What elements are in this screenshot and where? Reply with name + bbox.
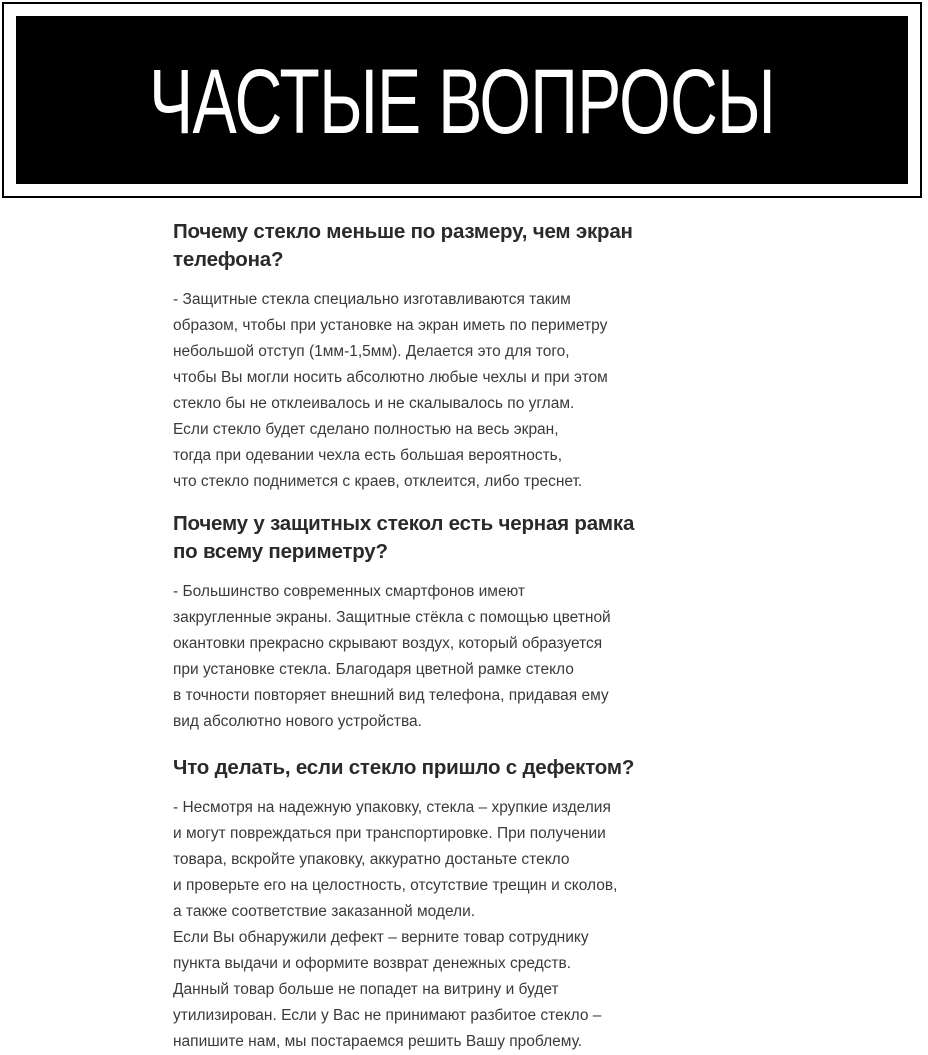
faq-answer: - Несмотря на надежную упаковку, стекла – хрупкие изделия и могут повреждаться при транспортировке. При получении товара, вскройте упаковку, аккуратно достаньте стекло и проверьте его на целостность, отсутствие трещин и сколов, а также соответствие заказанной модели. Если Вы обнаружили дефект – верните товар сотруднику пункта выдачи и оформите возврат денежных средств. Данный товар больше не попадет на витрину и будет утилизирован. Если у Вас не принимают разбитое стекло – напишите нам, мы постараемся решить Вашу проблему. — [173, 799, 618, 1050]
faq-answer: - Большинство современных смартфонов имеют закругленные экраны. Защитные стёкла с помощью цветной окантовки прекрасно скрывают воздух, который образуется при установке стекла. Благодаря цветной рамке стекло в точности повторяет внешний вид телефона, придавая ему вид абсолютно нового устройства. — [173, 583, 611, 730]
faq-item — [173, 218, 633, 495]
faq-question: Почему у защитных стекол есть черная рамка по всему периметру? — [173, 512, 635, 563]
header-banner — [16, 16, 908, 184]
header-banner-frame — [2, 2, 922, 198]
faq-question: Что делать, если стекло пришло с дефектом? — [173, 756, 635, 779]
faq-question: Почему стекло меньше по размеру, чем экран телефона? — [173, 220, 633, 271]
faq-answer: - Защитные стекла специально изготавливаются таким образом, чтобы при установке на экран иметь по периметру небольшой отступ (1мм-1,5мм). Делается это для того, чтобы Вы могли носить абсолютно любые чехлы и при этом стекло бы не отклеивалось и не скалывалось по углам. Если стекло будет сделано полностью на весь экран, тогда при одевании чехла есть большая вероятность, что стекло поднимется с краев, отклеится, либо треснет. — [173, 291, 608, 490]
faq-item — [173, 754, 634, 1055]
page-title: ЧАСТЫЕ ВОПРОСЫ — [149, 51, 775, 153]
faq-item — [173, 510, 634, 735]
